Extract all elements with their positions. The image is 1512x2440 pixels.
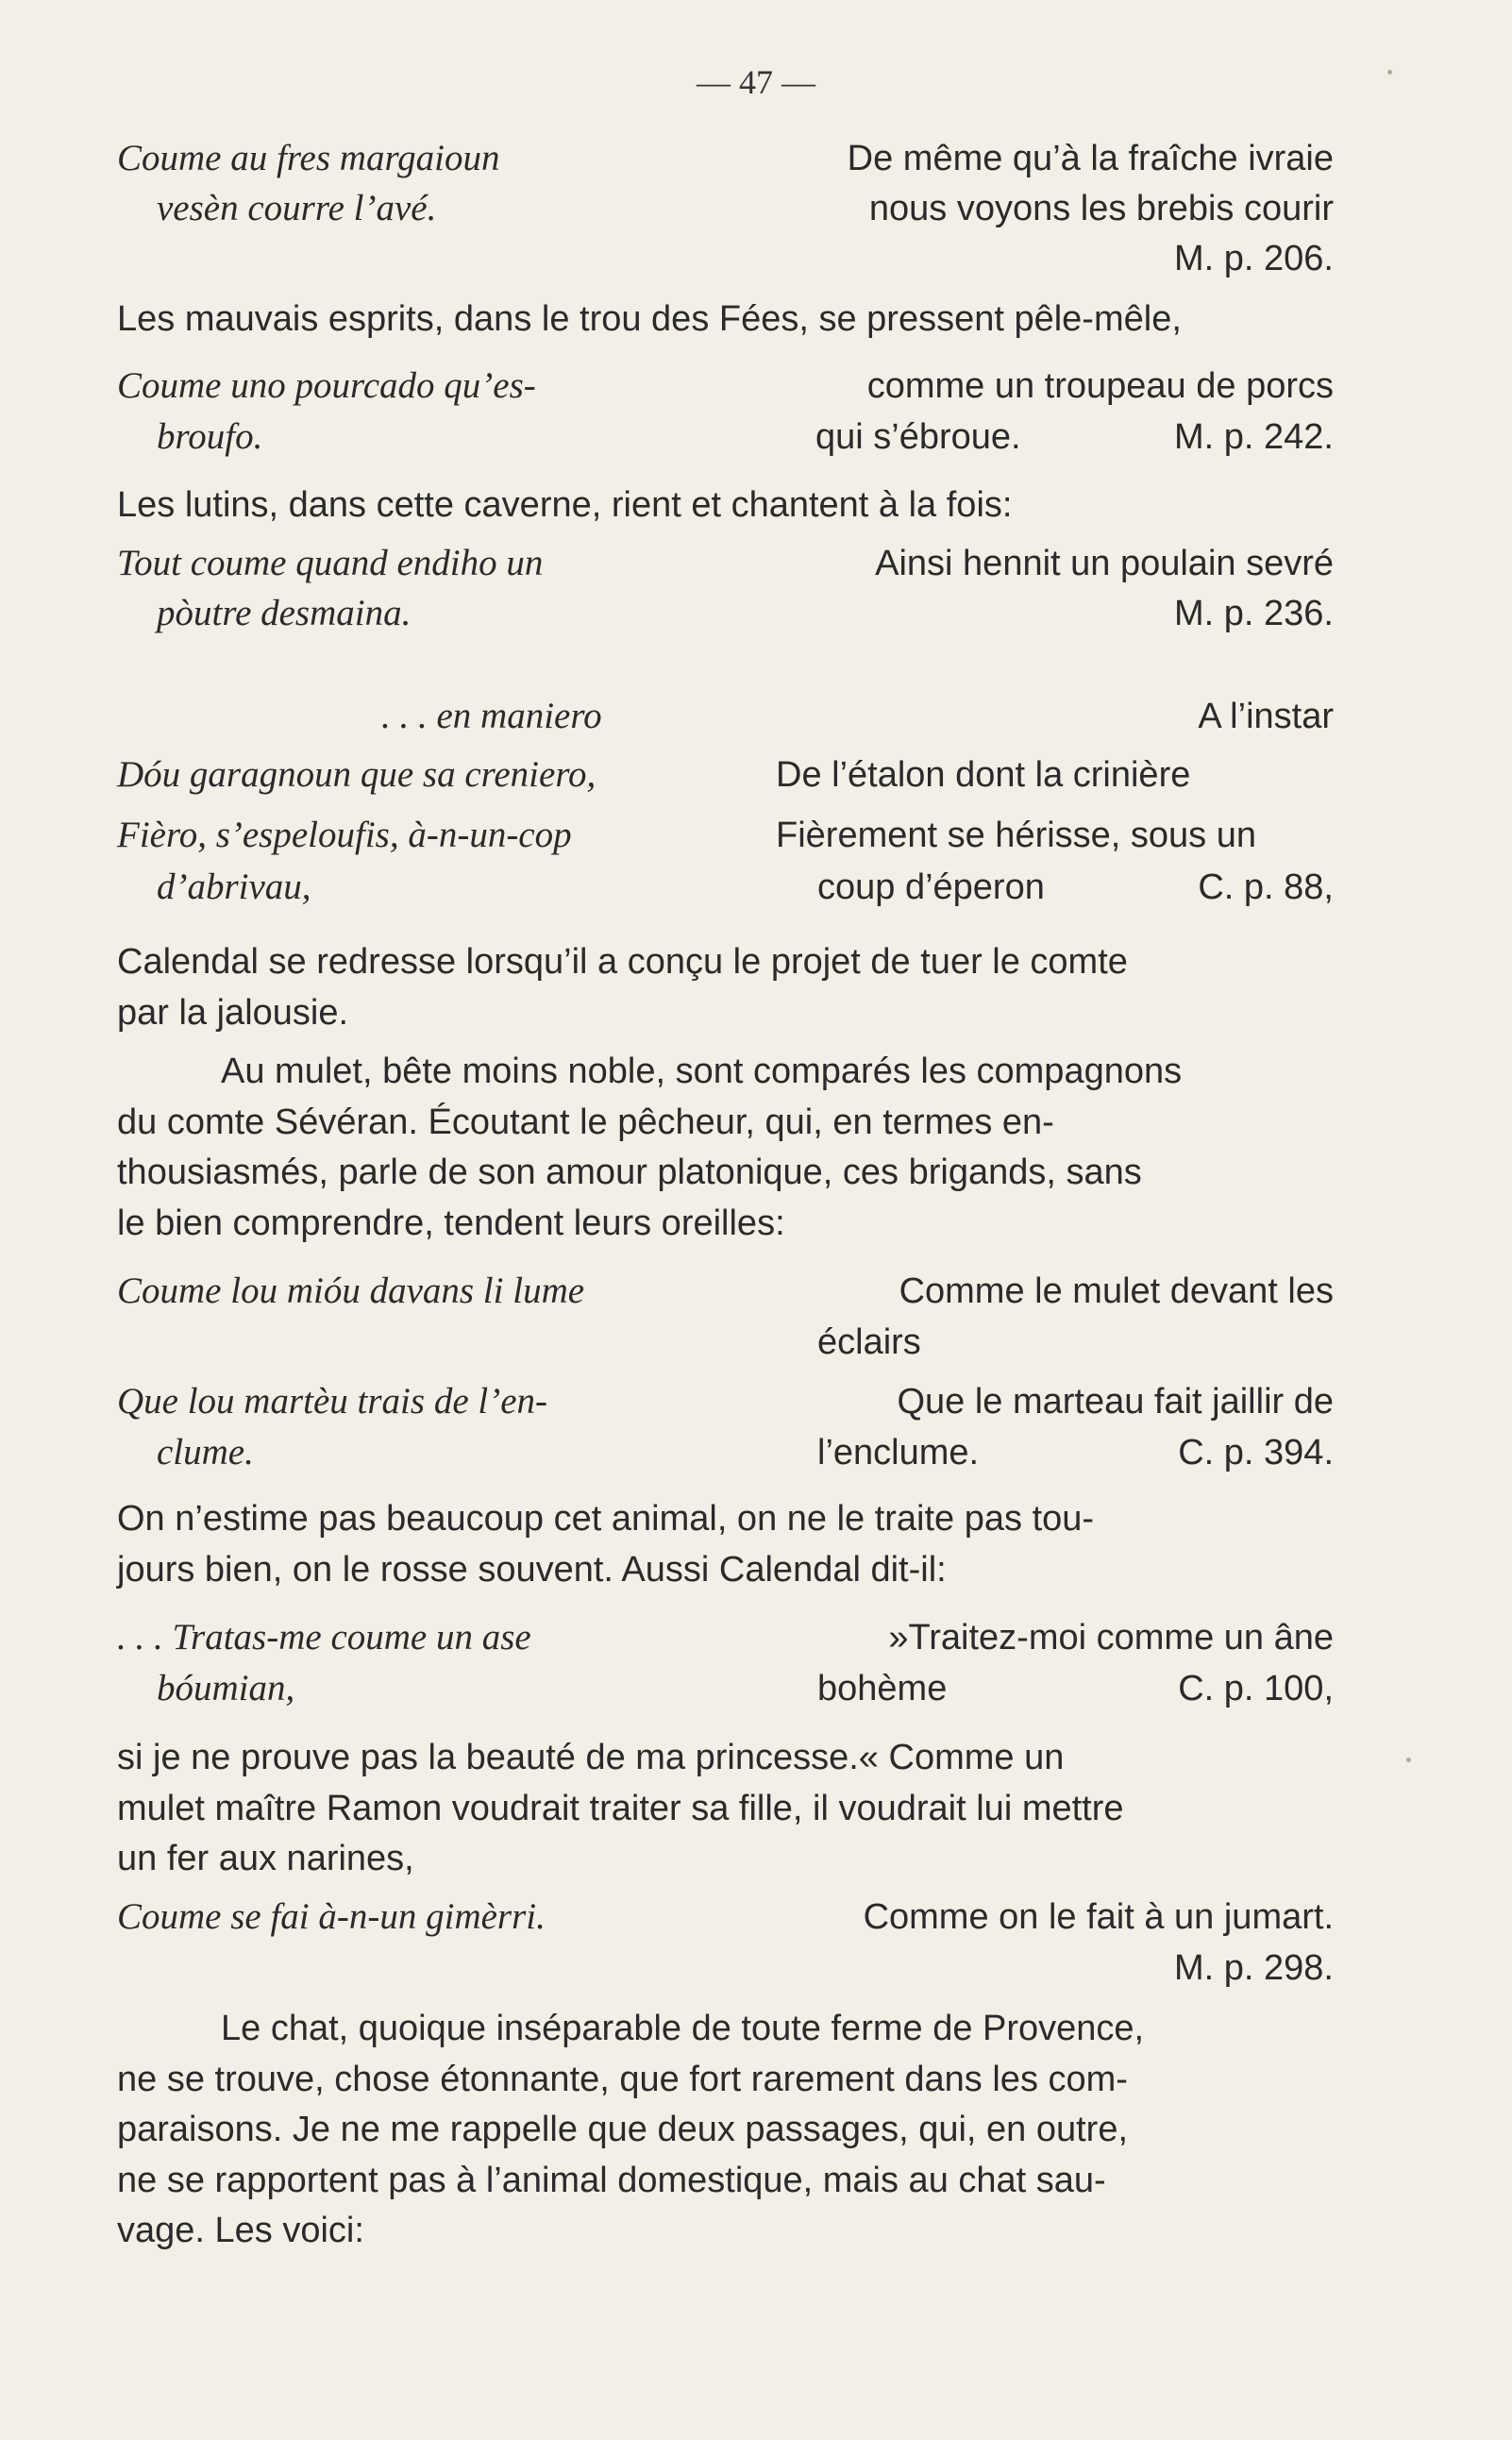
french-translation: Que le marteau fait jaillir de	[897, 1382, 1334, 1422]
french-translation: Comme le mulet devant les	[899, 1271, 1334, 1311]
french-translation: coup d’éperon	[817, 867, 1045, 907]
provencal-verse: bóumian,	[157, 1668, 295, 1708]
body-text-line: Les mauvais esprits, dans le trou des Fées, se pressent pêle-mêle,	[117, 299, 1182, 339]
french-translation: bohème	[817, 1669, 948, 1708]
body-text-line: ne se trouve, chose étonnante, que fort rarement dans les com-	[117, 2060, 1128, 2099]
body-text-line: vage. Les voici:	[117, 2211, 364, 2250]
provencal-verse: Fièro, s’espeloufis, à-n-un-cop	[117, 815, 572, 855]
french-translation: »Traitez-moi comme un âne	[888, 1618, 1334, 1658]
provencal-verse: Coume lou mióu davans li lume	[117, 1270, 585, 1311]
french-translation: De même qu’à la fraîche ivraie	[847, 139, 1334, 178]
body-text-line: Au mulet, bête moins noble, sont comparés les compagnons	[221, 1052, 1183, 1091]
body-text-line: mulet maître Ramon voudrait traiter sa fille, il voudrait lui mettre	[117, 1789, 1124, 1828]
source-reference: C. p. 100,	[1178, 1669, 1334, 1708]
source-reference: C. p. 394.	[1178, 1433, 1334, 1472]
body-text-line: Les lutins, dans cette caverne, rient et chantent à la fois:	[117, 485, 1013, 525]
page-number: — 47 —	[697, 63, 815, 101]
provencal-verse: Que lou martèu trais de l’en-	[117, 1381, 548, 1422]
source-reference: M. p. 236.	[1174, 594, 1334, 633]
provencal-verse: Coume uno pourcado qu’es-	[117, 365, 536, 406]
body-text-line: un fer aux narines,	[117, 1839, 414, 1878]
provencal-verse: clume.	[157, 1432, 254, 1472]
french-translation: Fièrement se hérisse, sous un	[776, 816, 1257, 855]
french-translation: Comme on le fait à un jumart.	[863, 1897, 1334, 1937]
provencal-verse: vesèn courre l’avé.	[157, 188, 437, 228]
source-reference: M. p. 206.	[1174, 239, 1334, 278]
french-translation: De l’étalon dont la crinière	[776, 755, 1191, 795]
body-text-line: Le chat, quoique inséparable de toute ferme de Provence,	[221, 2009, 1145, 2048]
provencal-verse: d’abrivau,	[157, 867, 311, 907]
french-translation: l’enclume.	[817, 1433, 980, 1472]
paper-speck	[1387, 70, 1392, 75]
body-text-line: paraisons. Je ne me rappelle que deux passages, qui, en outre,	[117, 2110, 1129, 2149]
provencal-verse: Coume au fres margaioun	[117, 138, 500, 178]
paper-speck	[1406, 1758, 1411, 1762]
french-translation: éclairs	[817, 1322, 921, 1362]
body-text-line: le bien comprendre, tendent leurs oreilles:	[117, 1203, 785, 1243]
source-reference: C. p. 88,	[1198, 867, 1334, 907]
provencal-verse: Tout coume quand endiho un	[117, 543, 544, 583]
body-text-line: si je ne prouve pas la beauté de ma princesse.« Comme un	[117, 1738, 1065, 1777]
body-text-line: du comte Sévéran. Écoutant le pêcheur, qui, en termes en-	[117, 1102, 1054, 1142]
source-reference: M. p. 242.	[1174, 417, 1334, 457]
body-text-line: On n’estime pas beaucoup cet animal, on ne le traite pas tou-	[117, 1499, 1095, 1539]
french-translation: comme un troupeau de porcs	[866, 366, 1334, 406]
provencal-verse: . . . en maniero	[381, 696, 602, 736]
provencal-verse: pòutre desmaina.	[157, 593, 412, 633]
source-reference: M. p. 298.	[1174, 1948, 1334, 1988]
french-translation: qui s’ébroue.	[815, 417, 1021, 457]
provencal-verse: broufo.	[157, 416, 263, 457]
body-text-line: Calendal se redresse lorsqu’il a conçu le projet de tuer le comte	[117, 942, 1128, 982]
provencal-verse: Coume se fai à-n-un gimèrri.	[117, 1896, 546, 1937]
body-text-line: jours bien, on le rosse souvent. Aussi Calendal dit-il:	[117, 1550, 947, 1590]
provencal-verse: . . . Tratas-me coume un ase	[117, 1617, 531, 1658]
body-text-line: ne se rapportent pas à l’animal domestique, mais au chat sau-	[117, 2161, 1106, 2200]
french-translation: Ainsi hennit un poulain sevré	[875, 544, 1334, 583]
provencal-verse: Dóu garagnoun que sa creniero,	[117, 754, 596, 795]
french-translation: nous voyons les brebis courir	[868, 189, 1334, 228]
body-text-line: thousiasmés, parle de son amour platonique, ces brigands, sans	[117, 1153, 1142, 1192]
french-translation: A l’instar	[1198, 697, 1334, 736]
body-text-line: par la jalousie.	[117, 993, 349, 1033]
